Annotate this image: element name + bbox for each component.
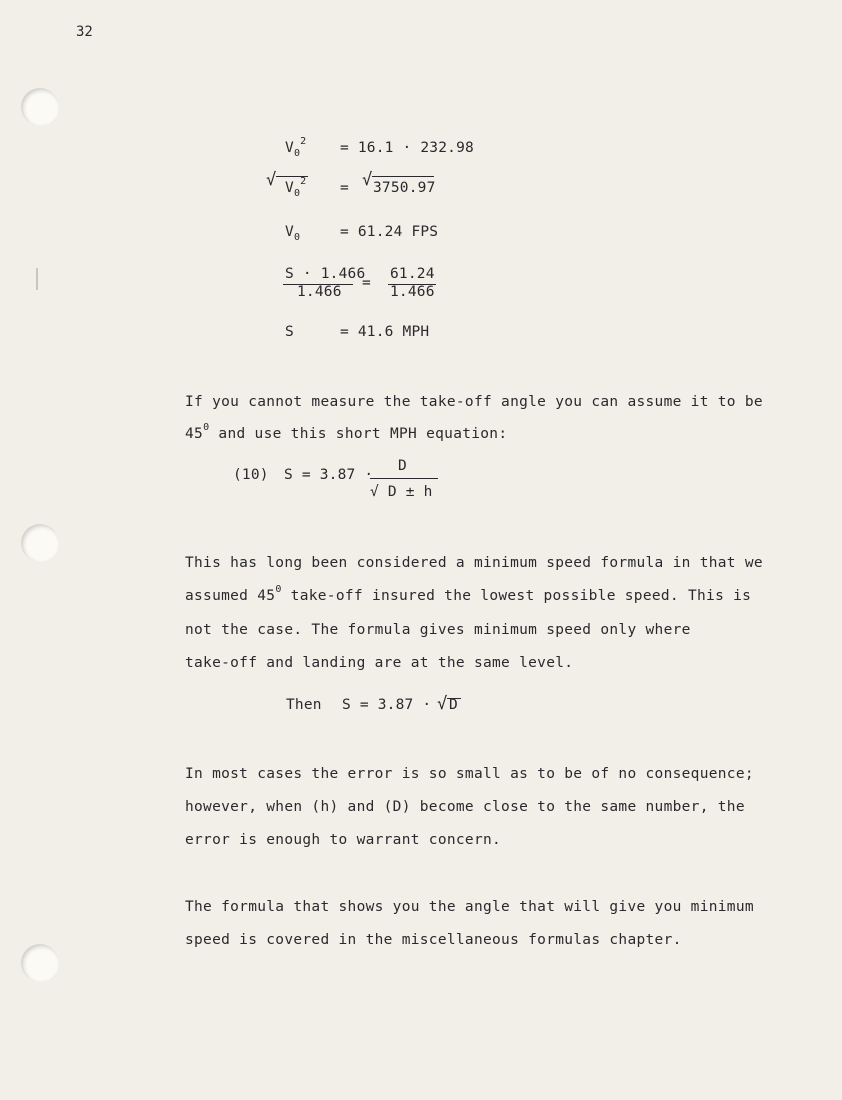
equation-1-rhs: = 16.1 · 232.98 bbox=[340, 140, 474, 156]
binder-hole-bottom bbox=[21, 944, 59, 982]
fraction-right-denominator: 1.466 bbox=[390, 284, 435, 300]
binder-hole-middle bbox=[21, 524, 59, 562]
intro-line-1: If you cannot measure the take-off angle you can assume it to be bbox=[185, 394, 763, 410]
para2-line-4: take-off and landing are at the same level. bbox=[185, 655, 574, 671]
equation-4-eq: = bbox=[362, 275, 371, 291]
para2-line-1: This has long been considered a minimum speed formula in that we bbox=[185, 555, 763, 571]
intro-line-2: $45^0$ and use this short MPH equation: bbox=[185, 422, 508, 442]
equation-2-lhs: $V_0^2$ bbox=[285, 176, 307, 199]
equation-2-eq: = bbox=[340, 180, 349, 196]
fraction-left-denominator: 1.466 bbox=[297, 284, 342, 300]
sqrt-symbol: √ bbox=[362, 170, 373, 190]
scan-mark bbox=[36, 268, 38, 290]
para4-line-2: speed is covered in the miscellaneous formulas chapter. bbox=[185, 932, 682, 948]
equation-3-rhs: = 61.24 FPS bbox=[340, 224, 439, 240]
formula-10-lhs: S = 3.87 · bbox=[284, 467, 374, 483]
para2-line-2: assumed $45^0$ take-off insured the lowest possible speed. This is bbox=[185, 584, 752, 604]
radical-bar bbox=[372, 176, 434, 177]
para4-line-1: The formula that shows you the angle that will give you minimum bbox=[185, 899, 754, 915]
then-word: Then bbox=[286, 697, 322, 713]
formula-10-numerator: D bbox=[398, 458, 407, 474]
sqrt-symbol: √ bbox=[437, 694, 448, 714]
then-root-argument: D bbox=[449, 697, 458, 713]
page-number: 32 bbox=[76, 24, 93, 40]
fraction-right-numerator: 61.24 bbox=[390, 266, 435, 282]
equation-3-lhs: $V_0$ bbox=[285, 224, 301, 243]
para2-line-3: not the case. The formula gives minimum speed only where bbox=[185, 622, 691, 638]
equation-5-rhs: = 41.6 MPH bbox=[340, 324, 430, 340]
equation-2-rhs: 3750.97 bbox=[373, 180, 436, 196]
equation-1-lhs: $V_0^2$ bbox=[285, 136, 307, 159]
para3-line-2: however, when (h) and (D) become close to the same number, the bbox=[185, 799, 745, 815]
fraction-left-numerator: S · 1.466 bbox=[285, 266, 366, 282]
equation-5-lhs: S bbox=[285, 324, 294, 340]
formula-10-fraction-bar bbox=[370, 478, 438, 479]
formula-10-label: (10) bbox=[233, 467, 269, 483]
then-expression: S = 3.87 · bbox=[342, 697, 432, 713]
sqrt-symbol: √ bbox=[266, 170, 277, 190]
para3-line-3: error is enough to warrant concern. bbox=[185, 832, 502, 848]
formula-10-denominator: √ D ± h bbox=[370, 484, 433, 500]
binder-hole-top bbox=[21, 88, 59, 126]
para3-line-1: In most cases the error is so small as to be of no consequence; bbox=[185, 766, 754, 782]
